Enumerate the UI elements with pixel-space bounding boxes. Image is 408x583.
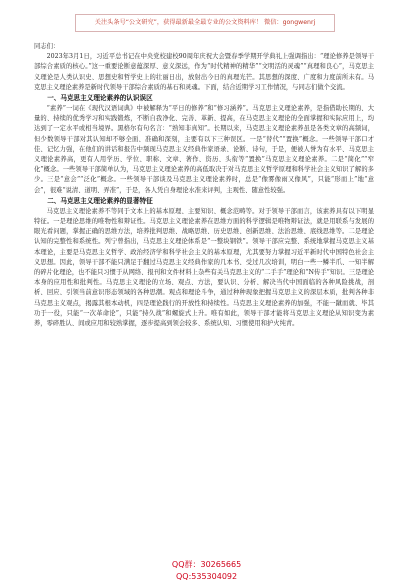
section-1-paragraph: “素养”一词在《现代汉语词典》中被解释为“平日的修养”和“修习涵养”。马克思主义理论素养，是指借助长期的、大量的、持续的优秀学习和实践锻炼，不断自我净化、完善、革新、提高，在马克思主义理论的全面掌握和实际应用上，均达到了一定水平或相当境界。黑格尔有句名言：“熟知非真知”。长期以来，马克思主义理论素养虽是各类文章的高频词，但少数领导干部对其认知却不够全面、准确和深刻，主要有以下三种误区。一是“替代”“置换”概念。一些领导干部口才佳、记忆力强，在他们的讲话和报告中频现马克思主义经典作家语录、论断、诗句，于是，便被人誉为有水平、马克思主义理论素养高，更有人用学历、学位、职称、文章、著作、资历、头衔等“置换”马克思主义理论素养。二是“简化”“窄化”概念。一些领导干部简单认为，马克思主义理论素养的高低取决于对马克思主义哲学原理和科学社会主义知识了解的多少。三是“意会”“泛化”概念。一些领导干部谈及马克思主义理论素养时，总是“像雾像雨又像风”，只能“形而上”地“意会”，很难“说清、道明、弄准”，于是，各人凭自身理论水准来评判，主观性、随意性较强。 [34, 105, 374, 194]
qq-text: QQ:535304092 [175, 572, 238, 581]
section-heading-1: 一、马克思主义理论素养的认识误区 [47, 94, 153, 103]
intro-paragraph: 2023年3月1日，习近平总书记在中央党校建校90周年庆祝大会暨春季学期开学典礼上强调指出：“理论修养是领导干部综合素质的核心。”这一重要论断意蕴深厚、意义深远，作为“时代精神的精华”“文明活的灵魂”“真理和良心”，马克思主义理论是人类认识史、思想史和哲学史上的壮丽日出，放射出今日的真理光芒。其思想的深度、广度和力度前所未有。马克思主义理论素养是新时代领导干部综合素质的基石和灵魂。下面，结合近期学习工作情况，与同志们做个交流。 [34, 53, 374, 91]
promo-banner: 关注头条号“公文研究”，获得最新最全最专业的公文资料库！ 微信：gongwenrj [75, 14, 335, 32]
contact-footer [0, 547, 408, 581]
section-2-paragraph: 马克思主义理论素养不等同于文本上的基本原理、主要知识、概念范畴等。对于领导干部而言，该素养具有以下明显特征。一是理论思维的唯物性和辩证性。马克思主义理论素养在思维方面的科学逻辑是唯物辩证法，就是用联系与发展的眼光看问题，掌握正确的思维方法，培养批判思维、战略思维、历史思维、创新思维、法治思维、底线思维等。二是理论认知的完整性和系统性。列宁曾指出，马克思主义理论体系是“一整块钢铁”。领导干部应完整、系统地掌握马克思主义基本理论，主要是马克思主义哲学、政治经济学和科学社会主义的基本原理，尤其要努力掌握习近平新时代中国特色社会主义思想。因此，领导干部不能只满足于翻过马克思主义经典作家的几本书、受过几次培训，明白一些一鳞半爪、一知半解的碎片化理论，也不能只习惯于从网络、报刊和文件材料上杂些有关马克思主义的“二手手”理论和“N传手”知识。三是理论本身的应用性和批判性。马克思主义理论的立场、观点、方法，要认识、分析、解决当代中国面临的各种风险挑战，剖析、回应、引领当前意识形态领域的各种思潮。观点和理论斗争，通过种种现象把握马克思主义的深层本质，批判各种非马克思主义观点，揭露其根本动机，四是理论践行的开放性和持续性。马克思主义理论素养的加强，不能一蹴而就、毕其功于一役，只能“一次革命论”，只能“持久战”和螺旋式上升。唯有如此，领导干部才能将马克思主义理论从知识变为素养，零碎胜认、间或应用和较熟掌握，逐步提高到领会较多、系统认知、习惯使用和护火纯青。 [34, 207, 374, 328]
document-body [34, 42, 374, 329]
section-heading-2: 二、马克思主义理论素养的显著特征 [47, 196, 153, 205]
greeting: 同志们： [34, 43, 60, 50]
qq-group-text: QQ群：30265665 [171, 560, 242, 569]
